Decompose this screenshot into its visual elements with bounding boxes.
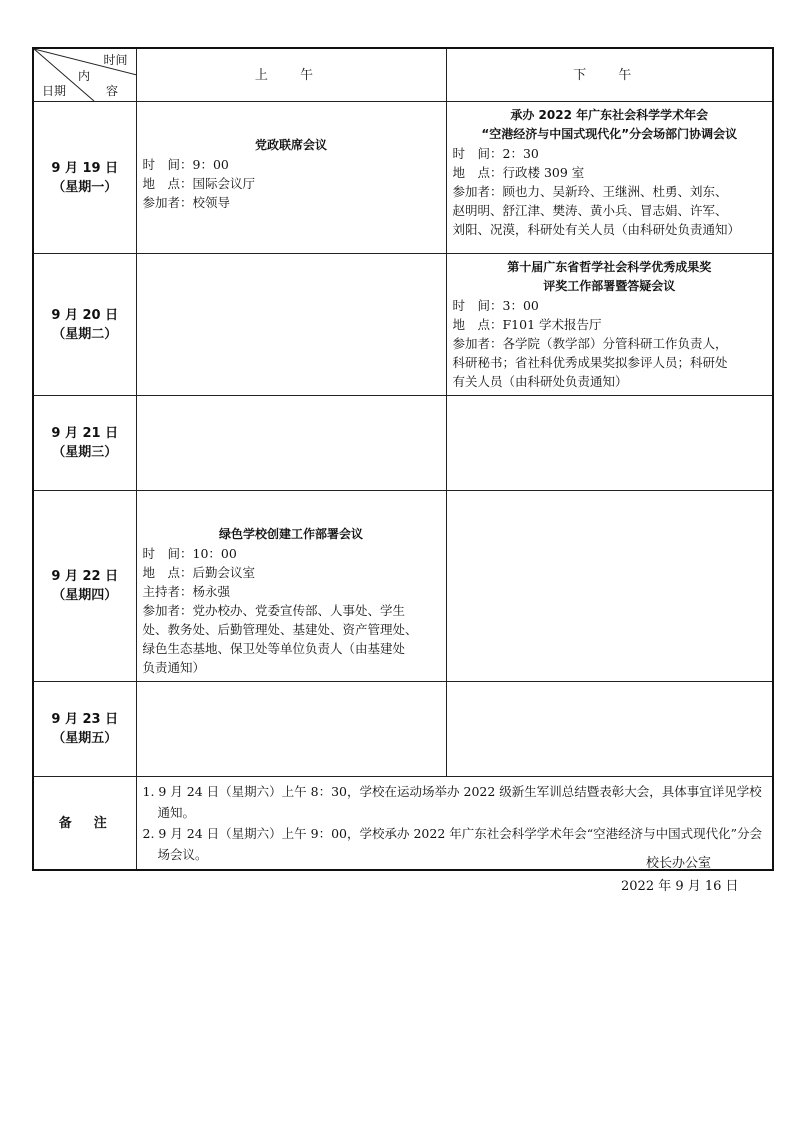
meeting-detail-line: 参加者：顾也力、吴新玲、王继洲、杜勇、刘东、 [452,184,728,199]
day-date: 9 月 23 日 [51,712,119,727]
meeting-detail-line: 时 间：2：30 [452,146,539,161]
meeting-detail-line: 赵明明、舒江津、樊涛、黄小兵、冒志娟、许军、 [452,203,728,218]
day-date: 9 月 19 日 [51,160,119,176]
meeting-detail-line: 参加者：各学院（教学部）分管科研工作负责人， [452,336,728,351]
meeting-detail-line: 主持者：杨永强 [142,584,231,599]
meeting-detail-line: 地 点：后勤会议室 [142,565,256,580]
meeting-detail-line: 时 间：3：00 [452,298,539,313]
morning-column-header: 上 午 [136,48,446,102]
corner-content-label-b: 容 [106,84,119,98]
header-row [33,48,773,102]
morning-cell [136,682,446,777]
day-row [33,254,773,396]
day-date: 9 月 20 日 [51,307,119,323]
meeting-title: 党政联席会议 [254,138,327,152]
meeting-detail-line: 刘阳、况漠，科研处有关人员（由科研处负责通知） [452,222,741,237]
day-weekday: （星期一） [52,179,118,195]
afternoon-cell [446,102,773,254]
issue-date: 2022 年 9 月 16 日 [621,879,739,894]
day-cell [33,682,136,777]
meeting-title: 评奖工作部署暨答疑会议 [543,279,676,293]
afternoon-cell [446,682,773,777]
day-weekday: （星期三） [52,445,118,460]
morning-cell [136,254,446,396]
corner-content-label-a: 内 [78,69,91,83]
issuing-office: 校长办公室 [646,856,712,871]
meeting-title: 绿色学校创建工作部署会议 [218,527,363,541]
meeting-detail-line: 绿色生态基地、保卫处等单位负责人（由基建处 [142,641,406,656]
corner-header-cell [33,48,136,102]
meeting-detail-line: 负责通知） [142,660,206,675]
meeting-detail-line: 科研秘书；省社科优秀成果奖拟参评人员；科研处 [452,355,728,370]
day-row [33,396,773,491]
meeting-detail-line: 地 点：国际会议厅 [142,176,256,191]
meeting-detail-line: 地 点：F101 学术报告厅 [452,317,602,332]
corner-time-label: 时间 [103,53,128,67]
meeting-detail-line: 时 间：10：00 [142,546,237,561]
day-cell [33,491,136,682]
day-cell [33,254,136,396]
meeting-title: 承办 2022 年广东社会科学学术年会 [510,108,709,122]
afternoon-cell [446,491,773,682]
meeting-detail-line: 有关人员（由科研处负责通知） [452,374,628,389]
morning-cell [136,491,446,682]
day-cell [33,102,136,254]
day-date: 9 月 21 日 [51,426,119,441]
meeting-title: “空港经济与中国式现代化”分会场部门协调会议 [481,127,738,141]
note-item: 2. 9 月 24 日（星期六）上午 9：00，学校承办 2022 年广东社会科学学术年会“空港经济与中国式现代化”分会场会议。 [142,826,763,862]
note-item: 1. 9 月 24 日（星期六）上午 8：30，学校在运动场举办 2022 级新生军训总结暨表彰大会，具体事宜详见学校通知。 [142,784,762,820]
afternoon-cell [446,254,773,396]
meeting-title: 第十届广东省哲学社会科学优秀成果奖 [507,260,712,274]
meeting-detail-line: 参加者：党办校办、党委宣传部、人事处、学生 [142,603,406,618]
day-row [33,102,773,254]
meeting-detail-line: 地 点：行政楼 309 室 [452,165,585,180]
day-date: 9 月 22 日 [51,569,119,584]
meeting-detail-line: 处、教务处、后勤管理处、基建处、资产管理处、 [142,622,418,637]
day-weekday: （星期四） [52,588,118,603]
notes-label: 备注 [33,777,136,871]
day-weekday: （星期二） [52,326,118,342]
corner-date-label: 日期 [42,84,67,98]
day-cell [33,396,136,491]
meeting-detail-line: 参加者：校领导 [142,195,231,210]
afternoon-cell [446,396,773,491]
weekly-schedule-table [32,47,774,871]
meeting-detail-line: 时 间：9：00 [142,157,229,172]
day-row [33,682,773,777]
day-row [33,491,773,682]
morning-cell [136,102,446,254]
morning-cell [136,396,446,491]
afternoon-column-header: 下 午 [446,48,773,102]
day-weekday: （星期五） [52,731,118,746]
